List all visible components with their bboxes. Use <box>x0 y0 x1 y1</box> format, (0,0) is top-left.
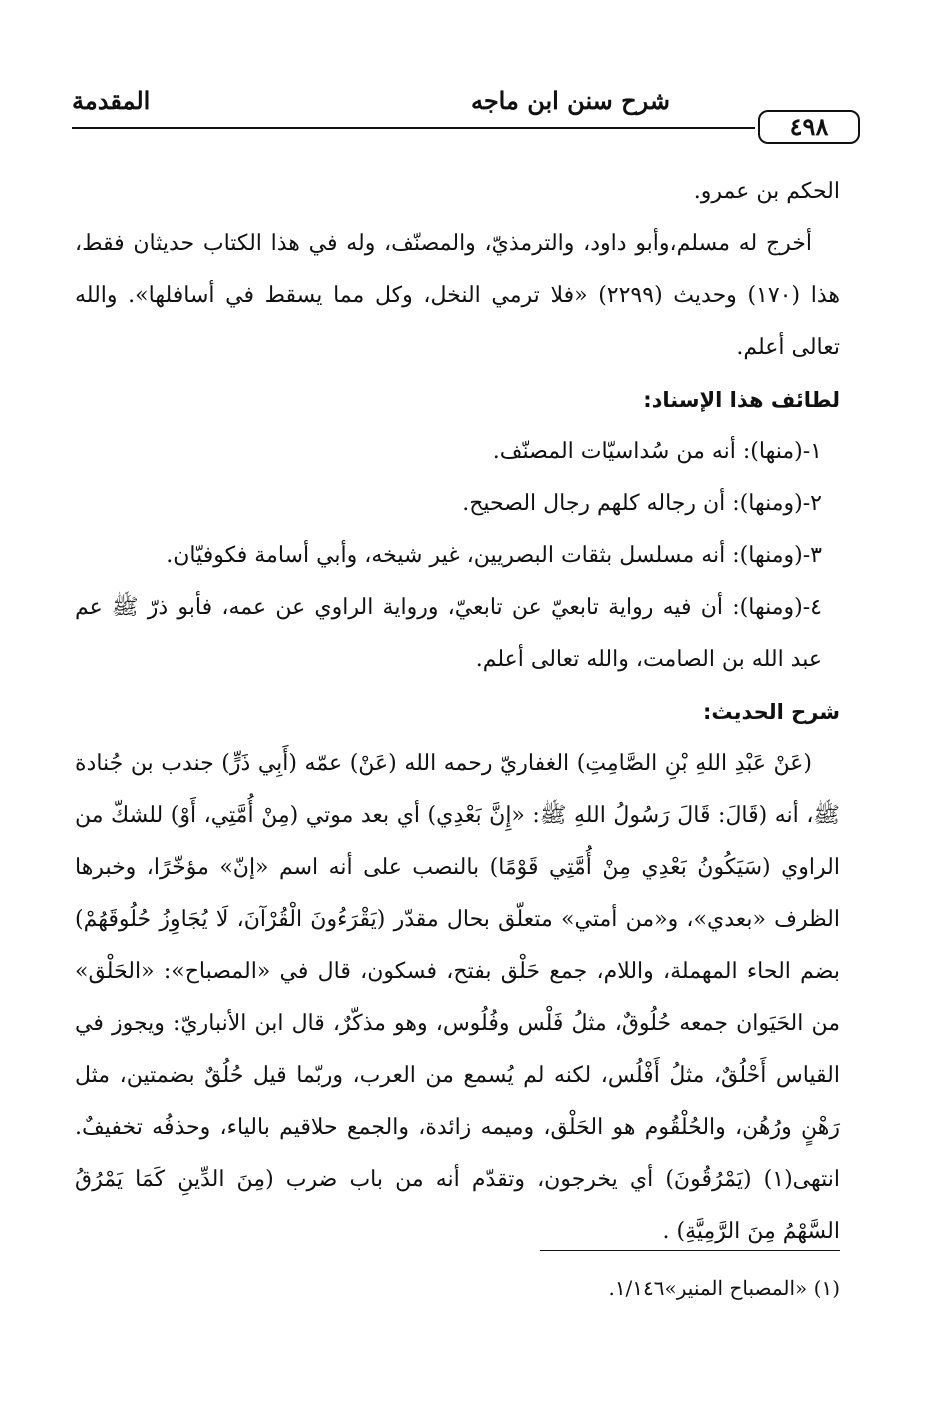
page-header <box>72 82 860 142</box>
section-heading: لطائف هذا الإسناد: <box>643 388 840 412</box>
main-text <box>75 166 840 1258</box>
section-name: المقدمة <box>72 86 151 115</box>
list-item: ٢-(ومنها): أن رجاله كلهم رجال الصحيح. <box>462 491 822 516</box>
footnote-rule <box>540 1250 840 1251</box>
book-title: شرح سنن ابن ماجه <box>470 86 670 115</box>
list-item: ٣-(ومنها): أنه مسلسل بثقات البصريين، غير شيخه، وأبي أسامة فكوفيّان. <box>166 543 822 568</box>
page-number-box: ٤٩٨ <box>758 110 860 144</box>
paragraph: (عَنْ عَبْدِ اللهِ بْنِ الصَّامِتِ) الغفاريّ رحمه الله (عَنْ) عمّه (أَبِي ذَرٍّ) جندب بن جُنادة ﷺ، أنه (قَالَ: قَالَ رَسُولُ اللهِ ﷺ: «إِنَّ بَعْدِي) أي بعد موتي (مِنْ أُمَّتِي، أَوْ) للشكّ من الراوي (سَيَكُونُ بَعْدِي مِنْ أُمَّتِي قَوْمًا) بالنصب على أنه اسم «إنّ» مؤخّرًا، وخبرها الظرف «بعدي»، و«من أمتي» متعلّق بحال مقدّر (يَقْرَءُونَ الْقُرْآنَ، لَا يُجَاوِزُ حُلُوقَهُمْ) بضم الحاء المهملة، واللام، جمع حَلْق بفتح، فسكون، قال في «المصباح»: «الحَلْق» من الحَيَوان جمعه حُلُوقٌ، مثلُ فَلْس وفُلُوس، وهو مذكّرٌ، قال ابن الأنباريّ: ويجوز في القياس أَحْلُقٌ، مثلُ أَفْلُس، لكنه لم يُسمع من العرب، وربّما قيل حُلُقٌ بضمتين، مثل رَهْنٍ ورُهُن، والحُلْقُوم هو الحَلْق، وميمه زائدة، والجمع حلاقيم بالياء، وحذفُه تخفيفٌ. انتهى(١) (يَمْرُقُونَ) أي يخرجون، وتقدّم أنه من باب ضرب (مِنَ الدِّينِ كَمَا يَمْرُقُ السَّهْمُ مِنَ الرَّمِيَّةِ) . <box>75 751 840 1244</box>
footnote: (١) «المصباح المنير»١/١٤٦. <box>608 1276 840 1300</box>
section-heading: شرح الحديث: <box>702 700 840 724</box>
list-item: ٤-(ومنها): أن فيه رواية تابعيّ عن تابعيّ، ورواية الراوي عن عمه، فأبو ذرّ ﷺ عم عبد الله بن الصامت، والله تعالى أعلم. <box>75 595 822 672</box>
paragraph: الحكم بن عمرو. <box>693 179 840 204</box>
paragraph: أخرج له مسلم،وأبو داود، والترمذيّ، والمصنّف، وله في هذا الكتاب حديثان فقط، هذا (١٧٠) وحديث (٢٢٩٩) «فلا ترمي النخل، وكل مما يسقط في أسافلها». والله تعالى أعلم. <box>75 231 840 360</box>
list-item: ١-(منها): أنه من سُداسيّات المصنّف. <box>492 439 822 464</box>
header-rule <box>72 127 755 129</box>
